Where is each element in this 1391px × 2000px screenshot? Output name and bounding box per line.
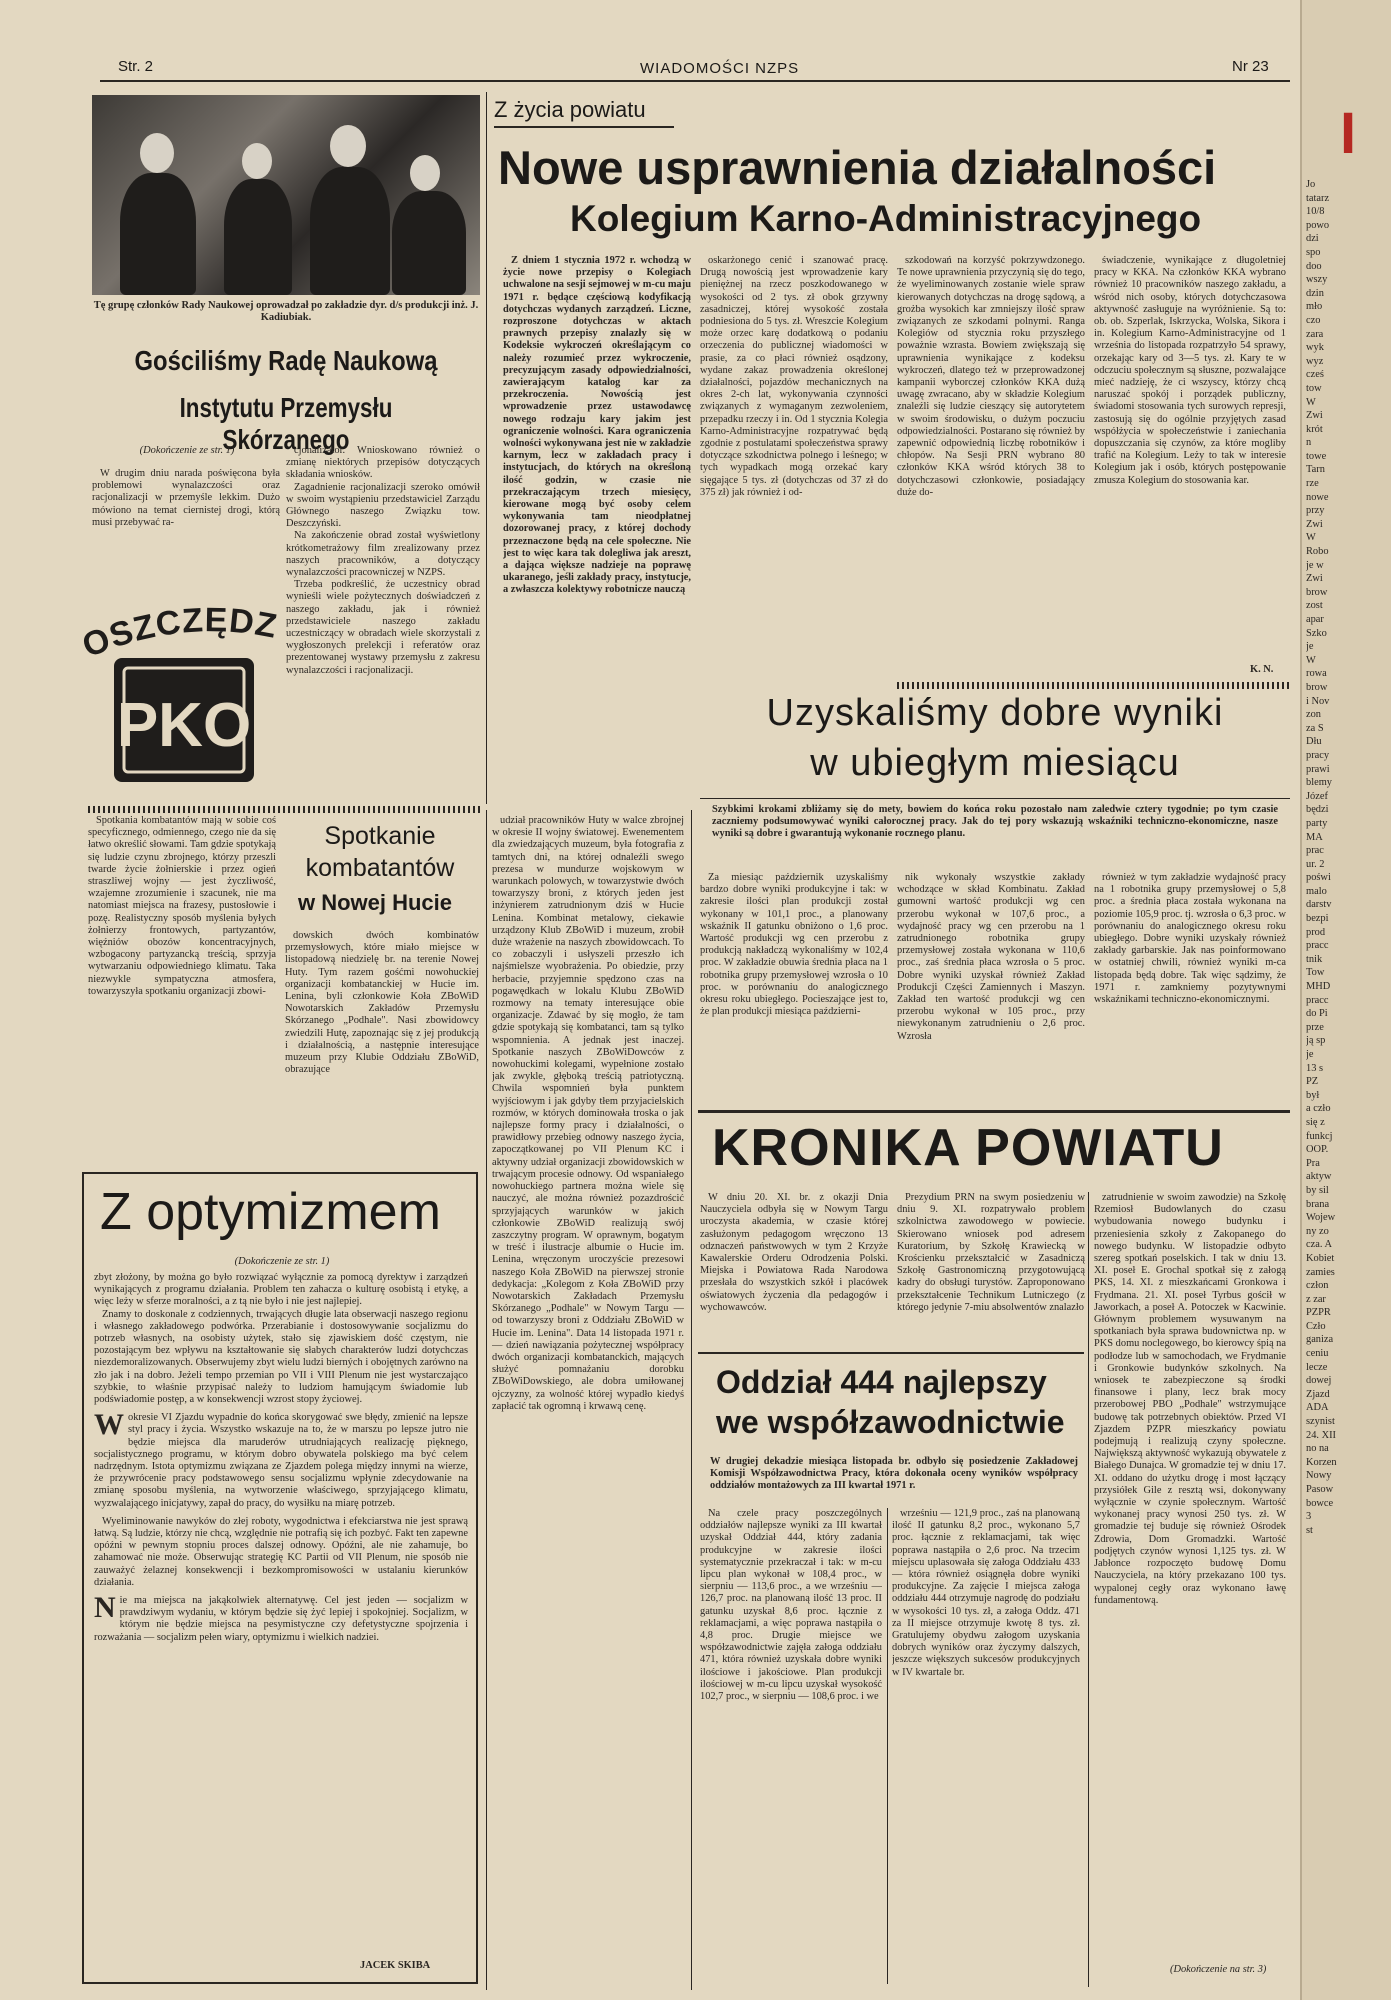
adjacent-text-fragment: Pasow — [1306, 1484, 1334, 1495]
adjacent-text-fragment: rze — [1306, 478, 1319, 490]
column-rule — [691, 810, 692, 1990]
adjacent-text-fragment: tow — [1306, 382, 1322, 394]
adjacent-text-fragment: Zwi — [1306, 518, 1323, 530]
kronika-title: KRONIKA POWIATU — [712, 1119, 1224, 1177]
adjacent-text-fragment: zamies — [1306, 1266, 1335, 1278]
adjacent-text-fragment: blemy — [1306, 777, 1332, 789]
adjacent-text-fragment: mło — [1306, 301, 1323, 313]
header-rule — [100, 80, 1290, 82]
column-rule — [1088, 1192, 1089, 1987]
kolegium-column-1 — [503, 255, 691, 801]
adjacent-text-fragment: darstv — [1306, 899, 1332, 911]
adjacent-text-fragment: towe — [1306, 450, 1327, 462]
adjacent-text-fragment: Nowy — [1306, 1470, 1332, 1482]
kolegium-title-line2: Kolegium Karno-Administracyjnego — [570, 198, 1202, 239]
adjacent-text-fragment: ny zo — [1306, 1225, 1329, 1237]
adjacent-text-fragment: Tow — [1306, 967, 1325, 979]
adjacent-text-fragment: by sil — [1306, 1184, 1329, 1196]
adjacent-text-fragment: cza. A — [1306, 1239, 1332, 1251]
adjacent-text-fragment: lecze — [1306, 1361, 1328, 1373]
issue-number: Nr 23 — [1232, 58, 1269, 75]
kronika-paragraph: W dniu 20. XI. br. z okazji Dnia Nauczyciela odbyła się w Nowym Targu uroczysta akademia, w czasie której zasłużonym pedagogom wręczono 13 odznaczeń państwowych w tym 2 Krzyże Kawalerskie Orderu Odrodzenia Polski. Miejska i Powiatowa Rada Narodowa przesłała do wszystkich szkół i placówek oświatowych życzenia dla pedagogów i wychowawców. — [700, 1192, 888, 1313]
oddzial-paragraph: wrześniu — 121,9 proc., zaś na planowaną ilość II gatunku 8,2 proc., wykonano 5,7 proc. łącznie z reklamacjami, tak więc poprawa nastąpiła o 2,6 proc. Na trzecim miejscu uplasowała się załoga Oddziału 433 — która również osiągnęła dobre wyniki produkcyjne. Za zajęcie I miejsca załoga oddziału 444 otrzymuje nagrodę do podziału w wysokości 10 tys. zł, a załoga Oddz. 471 za II miejsce otrzymuje kwotę 8 tys. zł. Gratulujemy obydwu załogom uzyskania dobrych wyników oraz życzymy dalszych, jeszcze większych sukcesów produkcyjnych w IV kwartale br. — [892, 1508, 1080, 1678]
adjacent-text-fragment: OOP. — [1306, 1144, 1329, 1156]
adjacent-text-fragment: funkcj — [1306, 1130, 1333, 1142]
adjacent-text-fragment: Szko — [1306, 627, 1327, 639]
adjacent-text-fragment: do Pi — [1306, 1008, 1328, 1020]
adjacent-text-fragment: poświ — [1306, 872, 1331, 884]
adjacent-text-fragment: ur. 2 — [1306, 858, 1325, 870]
adjacent-text-fragment: wyk — [1306, 342, 1324, 354]
adjacent-text-fragment: tatarz — [1306, 192, 1330, 204]
rada-paragraph: Na zakończenie obrad został wyświetlony krótkometrażowy film zrealizowany przez naszych pracowników, a dotyczący wynalazczości pracowniczej w NZPS. — [286, 530, 480, 579]
rada-paragraph: W drugim dniu narada poświęcona była problemowi wynalazczości oraz racjonalizacji w przemyśle lekkim. Dużo mówiono na temat ciernistej drogi, którą musi przebywać ra- — [92, 468, 280, 528]
kronika-column-1 — [700, 1192, 888, 1342]
adjacent-text-fragment: doo — [1306, 260, 1322, 272]
oddzial-title-line1: Oddział 444 najlepszy — [716, 1364, 1047, 1400]
adjacent-text-fragment: i Nov — [1306, 695, 1330, 707]
kombatanci-column-2 — [285, 930, 479, 1166]
adjacent-text-fragment: rowa — [1306, 668, 1327, 680]
photo-face — [410, 155, 440, 191]
wyniki-title-line1: Uzyskaliśmy dobre wyniki — [766, 692, 1224, 734]
adjacent-text-fragment: Czło — [1306, 1320, 1326, 1332]
adjacent-text-fragment: prze — [1306, 1021, 1324, 1033]
adjacent-text-fragment: przy — [1306, 505, 1325, 517]
page-number: Str. 2 — [118, 58, 154, 75]
adjacent-text-fragment: 10/8 — [1306, 206, 1325, 218]
oddzial-paragraph: Na czele pracy poszczególnych oddziałów najlepsze wyniki za III kwartał uzyskał Oddział 444, który zadania produkcyjne w zakresie ilości systematycznie przekraczał i tak: w m-cu lipcu plan wykonał w 108,4 proc., w sierpniu — 113,6 proc., a we wrześniu — 126,7 proc. na planowaną ilość 13 proc. II gatunku uzyskał 8,6 proc. łącznie z reklamacjami, a więc poprawa nastąpiła o 4,8 proc. Drugie miejsce we współzawodnictwie zajęła załoga oddziału 471, która również uzyskała dobre wyniki ilościowe i jakościowe. Plan produkcji ilościowej w m-cu lipcu uzyskał wysokość 102,7 proc., w sierpniu — 108,6 proc. i we — [700, 1508, 882, 1703]
adjacent-text-fragment: się z — [1306, 1116, 1325, 1128]
optymizm-paragraph — [94, 1591, 468, 1644]
adjacent-text-fragment: pracy — [1306, 749, 1330, 761]
adjacent-text-fragment: Zwi — [1306, 410, 1323, 422]
kolegium-column-3 — [897, 255, 1085, 675]
adjacent-text-fragment: 24. XII — [1306, 1429, 1337, 1441]
adjacent-text-fragment: Pra — [1306, 1157, 1320, 1169]
rada-column-1 — [92, 468, 280, 548]
adjacent-text-fragment: je w — [1306, 559, 1324, 571]
photo-person — [392, 191, 466, 295]
adjacent-text-fragment: dowej — [1306, 1375, 1332, 1387]
adjacent-text-fragment: Robo — [1306, 546, 1329, 558]
adjacent-text-fragment: pracc — [1306, 940, 1329, 952]
adjacent-text-fragment: PZ — [1306, 1076, 1319, 1088]
adjacent-text-fragment: aktyw — [1306, 1171, 1332, 1183]
kombatanci-title-line2: kombatantów — [305, 854, 455, 882]
adjacent-text-fragment: spo — [1306, 246, 1321, 258]
adjacent-text-fragment: W — [1306, 654, 1316, 666]
adjacent-text-fragment: Kobiet — [1306, 1252, 1335, 1264]
optymizm-title: Z optymizmem — [100, 1183, 441, 1241]
adjacent-text-fragment: ADA — [1306, 1402, 1329, 1414]
photo-face — [242, 143, 272, 179]
kronika-paragraph: zatrudnienie w swoim zawodzie) na Szkołę Rzemiosł Budowlanych do czasu wybudowania nowego budynku i przeniesienia szkoły z Zakopanego do nowego budynku. W listopadzie odbyto szereg spotkań poselskich. I tak w dniu 13. XI. poseł E. Grochal spotkał się z załogą PKS, 14. XI. z mieszkańcami Gronkowa i Frydmana. 21. XI. poseł Tyrbus gościł w Jaworkach, a poseł A. Potoczek w Kacwinie. Głównym problemem wysuwanym na spotkaniach była sprawa budownictwa np. w PKS domu noclegowego, bo kierowcy śpią na podłodze lub w samochodach, we Frydmanie i Gronkowie budynków szkolnych. Na wniosek te zabezpieczone są środki finansowe i plany, lecz brak mocy przerobowej PBO „Podhale" wstrzymujące budowę tak potrzebnych obiektów. Przed VI Zjazdem PZPR mieszkańcy powiatu podejmują i realizują czyny społeczne. Największą aktywność wykazują obywatele z Białego Dunajca. W gromadzie tej w dniu 17. XI. oddano do użytku drogę i most łączący przysiółek Gile z resztą wsi, dokonywany wyłącznie w czynie społecznym. Wartość wykonanej pracy wynosi 250 tys. zł. W gromadzie tej buduje się również Ośrodek Zdrowia, Dom Gromadzki. Wartość podjętych czynów wynosi 1,125 tys. zł. W Jabłonce rozpoczęto budowę Domu Nauczyciela, na który przekazano 100 tys. wypalonej cegły oraz wykonano ławę fundamentową. — [1094, 1192, 1286, 1606]
adjacent-text-fragment: zost — [1306, 600, 1323, 612]
wyniki-column-3 — [1094, 872, 1286, 1100]
optymizm-signature: JACEK SKIBA — [360, 1960, 431, 1971]
oddzial-column-1 — [700, 1508, 882, 1984]
kolegium-signature: K. N. — [1250, 664, 1274, 675]
adjacent-text-fragment: prawi — [1306, 763, 1330, 775]
optymizm-continued-note: (Dokończenie ze str. 1) — [234, 1256, 330, 1267]
adjacent-text-fragment: krót — [1306, 423, 1323, 435]
rada-title-line2: Instytutu Przemysłu Skórzanego — [179, 392, 393, 455]
kombatanci-title-line3: w Nowej Hucie — [297, 890, 453, 915]
kolegium-column-4 — [1094, 255, 1286, 663]
wyniki-lead-rule — [700, 798, 1290, 799]
newspaper-title: WIADOMOŚCI NZPS — [640, 60, 800, 77]
adjacent-text-fragment: ceniu — [1306, 1348, 1329, 1360]
oddzial-title-line2: we współzawodnictwie — [716, 1404, 1065, 1440]
adjacent-text-fragment: człon — [1306, 1280, 1329, 1292]
optymizm-paragraph-text: okresie VI Zjazdu wypadnie do końca skorygować swe błędy, zmienić na lepsze styl pracy i życia. Wszystko wskazuje na to, że w marszu po lepsze jutro nie będzie miejsca dla maruderów utrudniających realizację pięknego, socjalistycznego programu, w którym dobro obywatela polskiego ma być celem nadrzędnym. Istota optymizmu związana ze Zjazdem polega między innymi na wierze, że przywrócenie pracy podstawowego sensu socjalizmu wpłynie zdecydowanie na zmianę sposobu myślenia, na wytworzenie właściwego, sprzyjającego klimatu, wyzwalającego inicjatywy, zapał do pracy, do wysiłku na miarę potrzeb. — [94, 1412, 468, 1509]
adjacent-text-fragment: malo — [1306, 885, 1327, 897]
column-rule — [486, 92, 487, 804]
pko-slogan: OSZCZĘDZ — [80, 601, 280, 666]
adjacent-text-fragment: dzi — [1306, 233, 1319, 245]
photo-council-members — [92, 95, 480, 295]
wyniki-lead: Szybkimi krokami zbliżamy się do mety, bowiem do końca roku pozostało nam zaledwie cztery tygodnie; po tym czasie zaczniemy podsumowywać wyniki całorocznej pracy. Jak do tej pory wskazują wskaźniki techniczno-ekonomiczne, nasze wyniki są dobre i gwarantują wykonanie rocznego planu. — [712, 804, 1278, 840]
rada-title-line1: Gościliśmy Radę Naukową — [134, 345, 438, 376]
drop-cap: W — [94, 1408, 124, 1442]
adjacent-text-fragment: czo — [1306, 314, 1321, 326]
optymizm-paragraph — [94, 1408, 468, 1510]
optymizm-paragraph: Znamy to doskonale z codziennych, trwających długie lata obserwacji naszego regionu i własnego zakładowego podwórka. Przerabianie i dostosowywanie socjalizmu do potrzeb własnych, na osobisty użytek, stało się zjawiskiem dość częstym, nie pozostającym bez wpływu na kształtowanie się słabych charakterów ludzi dotychczas niezdemoralizowanych. Obserwujemy zbyt wielu ludzi bierných i obojętnych zarówno na zło jak i na dobro. Jeżeli tempo przemian po VII i VIII Plenum nie jest wystarczająco szybkie, to właśnie przypisać należy to ludziom hamującym świadomie lub podświadomie postęp, a w konsekwencji wzrost stopy życiowej. — [94, 1308, 468, 1406]
adjacent-text-fragment: 13 s — [1306, 1062, 1324, 1074]
photo-caption: Tę grupę członków Rady Naukowej oprowadzał po zakładzie dyr. d/s produkcji inż. J. Kadiubiak. — [93, 300, 479, 324]
kronika-column-3 — [1094, 1192, 1286, 1962]
kicker-underline — [494, 126, 674, 128]
kolegium-paragraph: oskarżonego cenić i szanować pracę. Drugą nowością jest wprowadzenie kary pieniężnej na rzecz poszkodowanego w wysokości od 2 tys. zł obok grzywny zasadniczej, której wysokość została podniesiona do 5 tys. zł. Wreszcie Kolegium może orzec karę dodatkową o podaniu orzeczenia do publicznej wiadomości w prasie, za co płaci również osądzony, wydane zakaz prowadzenia określonej działalności, pojazdów mechanicznych na okres 2-ch lat, wykonywania czynności związanych z wymaganym zezwoleniem, przepadku rzeczy i in. Od 1 stycznia Kolegia Karno-Administracyjne rozpatrywać będą zgodnie z postulatami społeczeństwa sprawy dotyczące szkodnictwa polnego i leśnego; w tych wypadkach mogą orzekać kary sięgające 5 tys. zł (dotychczas od 37 zł do 375 zł) jak również i od- — [700, 255, 888, 498]
adjacent-text-fragment: cześ — [1306, 369, 1324, 381]
adjacent-text-fragment: no na — [1306, 1443, 1329, 1455]
kronika-continued-note: (Dokończenie na str. 3) — [1170, 1964, 1267, 1975]
adjacent-text-fragment: bezpi — [1306, 913, 1329, 925]
adjacent-text-fragment: z zar — [1306, 1293, 1326, 1305]
section-divider — [897, 682, 1289, 689]
adjacent-text-fragment: bowce — [1306, 1497, 1334, 1509]
kronika-top-rule — [698, 1110, 1290, 1113]
adjacent-text-fragment: prod — [1306, 926, 1326, 938]
kronika-paragraph: Prezydium PRN na swym posiedzeniu w dniu 9. XI. rozpatrywało problem szkolnictwa zawodowego w powiecie. Skierowano wniosek pod adresem Kuratorium, by Szkołę Krawiecką w Krościenku przekształcić w Zasadniczą Szkołę Gastronomiczną przygotowującą kadry do obsługi turystów. Zaproponowano przekształcenie Technikum Lutniczego (z którego jedynie 7-miu absolwentów znalazło — [897, 1192, 1085, 1313]
rada-continued-note: (Dokończenie ze str. 1) — [139, 445, 235, 456]
adjacent-text-fragment: pracc — [1306, 994, 1329, 1006]
adjacent-text-fragment: st — [1306, 1524, 1313, 1536]
optymizm-paragraph-text: ie ma miejsca na jakąkolwiek alternatywę. Cel jest jeden — socjalizm w prawdziwym wydaniu, w którym będzie się żyć lepiej i spokojniej. Socjalizm, w którym nie będzie miejsca na pesymistyczne czy defetystyczne spojrzenia i rozważania — socjalizm pełen wiary, optymizmu i wielkich nadziei. — [94, 1595, 468, 1643]
kombatanci-title-line1: Spotkanie — [324, 822, 436, 850]
adjacent-text-fragment: brow — [1306, 681, 1328, 693]
wyniki-title-line2: w ubiegłym miesiącu — [810, 742, 1180, 784]
adjacent-text-fragment: był — [1306, 1089, 1320, 1101]
wyniki-paragraph: nik wykonały wszystkie zakłady wchodzące w skład Kombinatu. Zakład gumowni wartość produkcji wg cen przerobu wykonał w 107,6 proc., a wydajność pracy wg cen przerobu na 1 zatrudnionego robotnika grupy przemysłowej została wykonana w 110,6 proc., zaś średnia płaca wzrosła o 5 proc. Dobre wyniki uzyskał również Zakład Produkcji Części Zamiennych i Maszyn. Zakład ten wartość produkcji wg cen przerobu wykonał w 105 proc., przy niewykonanym zatrudnieniu o 2,6 proc. Wzrosła — [897, 872, 1085, 1042]
adjacent-text-fragment: tnik — [1306, 953, 1323, 965]
rada-paragraph: Trzeba podkreślić, że uczestnicy obrad wynieśli wiele pożytecznych doświadczeń z naszego zakładu, jak i również przedstawiciele naszego zakładu uczestniczący w obradach wiele skorzystali z wygłoszonych prelekcji i referatów oraz prezentowanej wystawy przemysłu z zakresu wynalazczości i racjonalizacji. — [286, 579, 480, 676]
adjacent-text-fragment: powo — [1306, 219, 1330, 231]
adjacent-text-fragment: szynist — [1306, 1416, 1335, 1428]
photo-person — [120, 173, 196, 295]
adjacent-text-fragment: Tarn — [1306, 464, 1325, 476]
adjacent-text-fragment: za S — [1306, 722, 1324, 734]
adjacent-text-fragment: brow — [1306, 586, 1328, 598]
kombatanci-paragraph: udział pracowników Huty w walce zbrojnej w okresie II wojny światowej. Ewenementem dla zwiedzających muzeum, była fotografia z tamtych dni, na której odnaleźli swego prezesa w mundurze wojskowym w warunkach polowych, w towarzystwie dwóch towarzyszy broni, z których jeden jest inżynierem zatrudnionym dziś w Hucie Lenina. Kombinat metalowy, ciekawie urządzony Klub ZBoWiD i muzeum, zrobił duże wrażenie na naszych zbowidowcach. To co zobaczyli i usłyszeli przeszło ich najśmielsze wyobrażenia. Po obiedzie, przy herbacie, przyjemnie spędzono czas na pogawędkach w lokalu Klubu ZBoWiD rozmowy na tematy interesujące obie organizacje. Zdawać by się mogło, że tam gdzie spotykają się kombatanci, tam są tylko wspomnienia. A jednak jest inaczej. Spotkanie naszych ZBoWiDowców z nowohuckimi kolegami, wypełnione zostało jak zwykle, głęboką treścią patriotyczną. Chwila wspomnień była punktem wyjściowym i jak gdyby tłem przyjacielskich rozmów, w których dominowała troska o jak najlepsze formy pracy i działalności, o prawidłowy przebieg odnowy naszego życia, zapoczątkowanej po VII Plenum KC i aktywny udział organizacji zbowidowskich w trwającym procesie odnowy. Od wspaniałego nowohuckiego partnera można wiele się nauczyć, ale można również pozazdrościć sprzyjających warunków w jakich członkowie ZBoWiD realizują swój zaszczytny program. W oprawnym, bogatym w treść i ilustracje albumie o Hucie im. Lenina, wręczonym uroczyście prezesowi naszego Koła ZBoWiD na pierwszej stronie dedykacja: „Kolegom z Koła ZBoWiD przy Nowotarskich Zakładach Przemysłu Skórzanego „Podhale" w Nowym Targu — od towarzyszy broni z Oddziału ZBoWiD w Hucie im. Lenina". Data 14 listopada 1971 r. — dzień nawiązania pożytecznej współpracy dwóch organizacji kombatanckich, mających służyć pomnażaniu dorobku ZBoWiDowskiego, ale dobra umiłowanej ojczyzny, za wolność której wypadło kiedyś zapłacić tak ogromną i krwawą cenę. — [492, 815, 684, 1412]
adjacent-text-fragment: dzin — [1306, 287, 1324, 299]
pko-letters: PKO — [116, 691, 252, 760]
adjacent-text-fragment: ją sp — [1306, 1035, 1326, 1047]
wyniki-column-1 — [700, 872, 888, 1100]
kolegium-paragraph: świadczenie, wynikające z długoletniej pracy w KKA. Na członków KKA wybrano również 10 pracowników naszego zakładu, a wśród nich osoby, których dotychczasowa aktywność zasługuje na wyróżnienie. Są to: ob. ob. Szperlak, Iskrzycka, Wolska, Sikora i in. Kolegium Karno-Administracyjne od 1 września do listopada rozpatrzyło 54 sprawy, orzekając kary od 3—5 tys. zł. Kary te w odczuciu społecznym są słuszne, pozwalające mieć nadzieję, że ci wszyscy, którzy chcą naruszać spokój i porządek publiczny, świadomi stosowania tych surowych represji, zastosują się do ogólnie przyjętych zasad współżycia w społeczeństwie i zaniechania dopuszczania się czynów, za które mogliby trafić na Kolegium. Leży to tak w interesie Kolegium jak i osób, których postępowanie zmusza Kolegium do stosowania kar. — [1094, 255, 1286, 486]
pko-logo — [80, 580, 280, 790]
adjacent-text-fragment: W — [1306, 532, 1316, 544]
adjacent-text-fragment: MHD — [1306, 981, 1331, 993]
adjacent-text-fragment: W — [1306, 396, 1316, 408]
adjacent-text-fragment: a czło — [1306, 1103, 1331, 1115]
adjacent-text-fragment: PZPR — [1306, 1307, 1331, 1319]
adjacent-text-fragment: party — [1306, 817, 1328, 829]
adjacent-text-fragment: Dłu — [1306, 736, 1322, 748]
adjacent-page-headline-letter: I — [1340, 101, 1357, 166]
adjacent-text-fragment: je — [1306, 1049, 1314, 1060]
adjacent-text-fragment: 3 — [1306, 1511, 1312, 1523]
photo-person — [310, 167, 390, 295]
svg-text:OSZCZĘDZAJ — [80, 580, 280, 665]
section-kicker: Z życia powiatu — [494, 97, 646, 122]
wyniki-paragraph: Za miesiąc październik uzyskaliśmy bardzo dobre wyniki produkcyjne i tak: w zakresie ilości plan produkcji został wykonany w 101,1 proc., a planowany wskaźnik II gatunku obniżono o 1,6 proc. Wartość produkcji wg cen przerobu z produkcją nakładczą wykonaliśmy w 102,4 proc. W zakładzie obuwia średnia płaca na 1 robotnika grupy przemysłowej wzrosła o 10 proc. w porównaniu do analogicznego okresu roku ubiegłego. Pocieszające jest to, że plan produkcji miesiąca październi- — [700, 872, 888, 1018]
column-rule — [486, 810, 487, 1990]
adjacent-text-fragment: Jo — [1306, 179, 1316, 190]
kombatanci-column-3 — [492, 815, 684, 1985]
adjacent-text-fragment: MA — [1306, 831, 1323, 843]
adjacent-text-fragment: apar — [1306, 614, 1324, 625]
kronika-column-2 — [897, 1192, 1085, 1342]
kolegium-title-line1: Nowe usprawnienia działalności — [498, 141, 1217, 194]
adjacent-text-fragment: Józef — [1306, 790, 1328, 802]
section-divider — [88, 806, 480, 813]
kombatanci-paragraph: dowskich dwóch kombinatów przemysłowych, które miało miejsce w listopadową niedzielę br. na terenie Nowej Huty. Tym razem gośćmi nowohuckiej organizacji kombatanckiej w Hucie im. Lenina, byli członkowie Koła ZBoWiD Nowotarskich Zakładów Przemysłu Skórzanego „Podhale". Nasi zbowidowcy zwiedzili Hutę, zapoznając się z jej produkcją i działalnością, a następnie interesujące muzeum przy Klubie Oddziału ZBoWiD, obrazujące — [285, 930, 479, 1076]
adjacent-text-fragment: prac — [1306, 845, 1324, 857]
adjacent-text-fragment: brana — [1306, 1198, 1330, 1210]
photo-person — [224, 179, 292, 295]
oddzial-lead: W drugiej dekadzie miesiąca listopada br. odbyło się posiedzenie Zakładowej Komisji Współzawodnictwa Pracy, która dokonała oceny wyników współpracy oddziałów montażowych za III kwartał 1971 r. — [710, 1456, 1078, 1492]
drop-cap: N — [94, 1591, 116, 1625]
adjacent-text-fragment: je — [1306, 641, 1314, 653]
optymizm-paragraph: Wyeliminowanie nawyków do złej roboty, wygodnictwa i efekciarstwa nie jest sprawą łatwą. Są ludzie, którzy nie chcą, względnie nie potrafią się ich pozbyć. Fakt ten zapewne opóźni w pewnym stopniu proces dalszej odnowy. Opóźni, ale nie zahamuje, bo zahamować nie może. Obserwując strategię KC Partii od VII Plenum, nie sposób nie zauważyć żelaznej konsekwencji i bezkompromisowości w ustalaniu kierunków działania. — [94, 1515, 468, 1588]
column-rule — [887, 1508, 888, 1984]
adjacent-text-fragment: wszy — [1306, 274, 1328, 286]
rada-paragraph: Zagadnienie racjonalizacji szeroko omówił w swoim wystąpieniu przedstawiciel Zarządu Głównego naszego Związku tow. Deszczyński. — [286, 481, 480, 530]
adjacent-text-fragment: Zwi — [1306, 573, 1323, 585]
optymizm-paragraph: zbyt złożony, by można go było rozwiązać wyłącznie za pomocą dyrektyw i zarządzeń wynikających z programu działania. Problem ten zahacza o kulturę osobistą i etykę, a więc leży w sferze moralności, a z tą nie było i nie jest najlepiej. — [94, 1272, 468, 1308]
adjacent-text-fragment: nowe — [1306, 491, 1329, 503]
oddzial-top-rule — [698, 1352, 1084, 1354]
adjacent-text-fragment: zara — [1306, 328, 1324, 340]
adjacent-text-fragment: Zjazd — [1306, 1388, 1330, 1400]
adjacent-text-fragment: ganiza — [1306, 1334, 1334, 1346]
adjacent-text-fragment: Korzen — [1306, 1456, 1337, 1468]
adjacent-text-fragment: Wojew — [1306, 1212, 1336, 1224]
photo-face — [140, 133, 174, 173]
rada-column-2 — [286, 445, 480, 805]
wyniki-column-2 — [897, 872, 1085, 1100]
photo-face — [330, 125, 366, 167]
adjacent-text-fragment: zon — [1306, 709, 1322, 721]
optymizm-text — [94, 1272, 468, 1962]
kolegium-paragraph: szkodowań na korzyść pokrzywdzonego. Te nowe uprawnienia przyczynią się do tego, że wyeliminowanych zostanie wiele spraw kierowanych dotychczas na drogę sądową, a grożba wysokich kar zmniejszy ilość spraw związanych ze szkodami polnymi. Ranga Kolegiów od stycznia roku przyszłego poważnie wzrasta. Bowiem zwiększają się uprawnienia wynikające z kodeksu wykroczeń, dlatego też w przeprowadzonej kampanii wyborczej członków KKA dużą uwagę zwracano, aby w składzie Kolegium znaleźli się ludzie cieszący się autorytetem w swoim środowisku, o dużym poczuciu odpowiedzialności. Postarano się również by zapewnić odpowiednią liczbę robotników i chłopów. Na Sesji PRN wybrano 80 członków KKA wśród których 38 to dotychczasowi członkowie, posiadający duże do- — [897, 255, 1085, 498]
oddzial-column-2 — [892, 1508, 1080, 1984]
adjacent-text-fragment: n — [1306, 437, 1312, 449]
adjacent-text-fragment: będzi — [1306, 804, 1329, 816]
kombatanci-paragraph: Spotkania kombatantów mają w sobie coś specyficznego, odmiennego, czego nie da się łatwo określić słowami. Tam gdzie spotykają się ludzie czynu zbrojnego, którzy przeszli twarde życie żołnierskie i przez ogień straszliwej wojny — jest życzliwość, wzajemne zrozumienie i szacunek, nie ma natomiast miejsca na frazesy, pustosłowie i pozę. Realistyczny sposób myślenia byłych żołnierzy frontowych, partyzantów, więźniów obozów koncentracyjnych, wzbogacony partyzancką treścią, sprzyja wytwarzaniu odpowiedniego klimatu. Taka niezwykle sympatyczna atmosfera, towarzyszyła spotkaniu organizacji zbowi- — [88, 815, 276, 997]
pko-emblem — [80, 580, 280, 790]
adjacent-text-fragment: wyz — [1306, 355, 1324, 367]
wyniki-paragraph: również w tym zakładzie wydajność pracy na 1 robotnika grupy przemysłowej o 5,8 proc. a średnia płaca została wykonana na poziomie 105,9 proc. tj. wzrosła o 6,3 proc. w porównaniu do analogicznego okresu roku ubiegłego. Dobre wyniki uzyskały również zakłady garbarskie. Jak nas poinformowano w ostatniej chwili, również wyniki m-ca listopada będą dobre. Tak więc sądzimy, że 1971 r. zamkniemy pozytywnymi wskaźnikami techniczno-ekonomicznymi. — [1094, 872, 1286, 1006]
rada-paragraph: cjonalizator. Wnioskowano również o zmianę niektórych przepisów dotyczących składania wniosków. — [286, 445, 480, 481]
adjacent-page-text — [1306, 178, 1390, 1988]
kolegium-paragraph: Z dniem 1 stycznia 1972 r. wchodzą w życie nowe przepisy o Kolegiach uchwalone na sesji sejmowej w m-cu maju 1971 r. będące częściową kodyfikacją dotychczas wydanych zarządzeń. Liczne, rozproszone dotychczas w aktach prawnych przepisy znalazły się w Kodeksie wykroczeń określającym co należy rozumieć przez wykroczenie, precyzującym zasady odpowiedzialności, zawierającym katalog kar za przekroczenia. Nowością jest wprowadzenie przez ustawodawcę nowego rodzaju kary jakim jest ograniczenie wolności. Kara ograniczenia wolności wykonywana jest nie w zakładzie karnym, lecz w zakładach pracy i instytucjach, do których na określoną ilość godzin, w czasie nie przekraczającym trzech miesięcy, kierowane mogą być osoby celem wykonywania tam nieodpłatnej dozorowanej pracy, z której dochody przeznaczone będą na cele społeczne. Nie jest to więc kara tak dolegliwa jak areszt, a dająca większe nadzieje na poprawę ukaranego, jeśli zakłady pracy, instytucje, a zwłaszcza kolektywy robotnicze nauczą — [503, 255, 691, 596]
kombatanci-column-1 — [88, 815, 276, 1165]
